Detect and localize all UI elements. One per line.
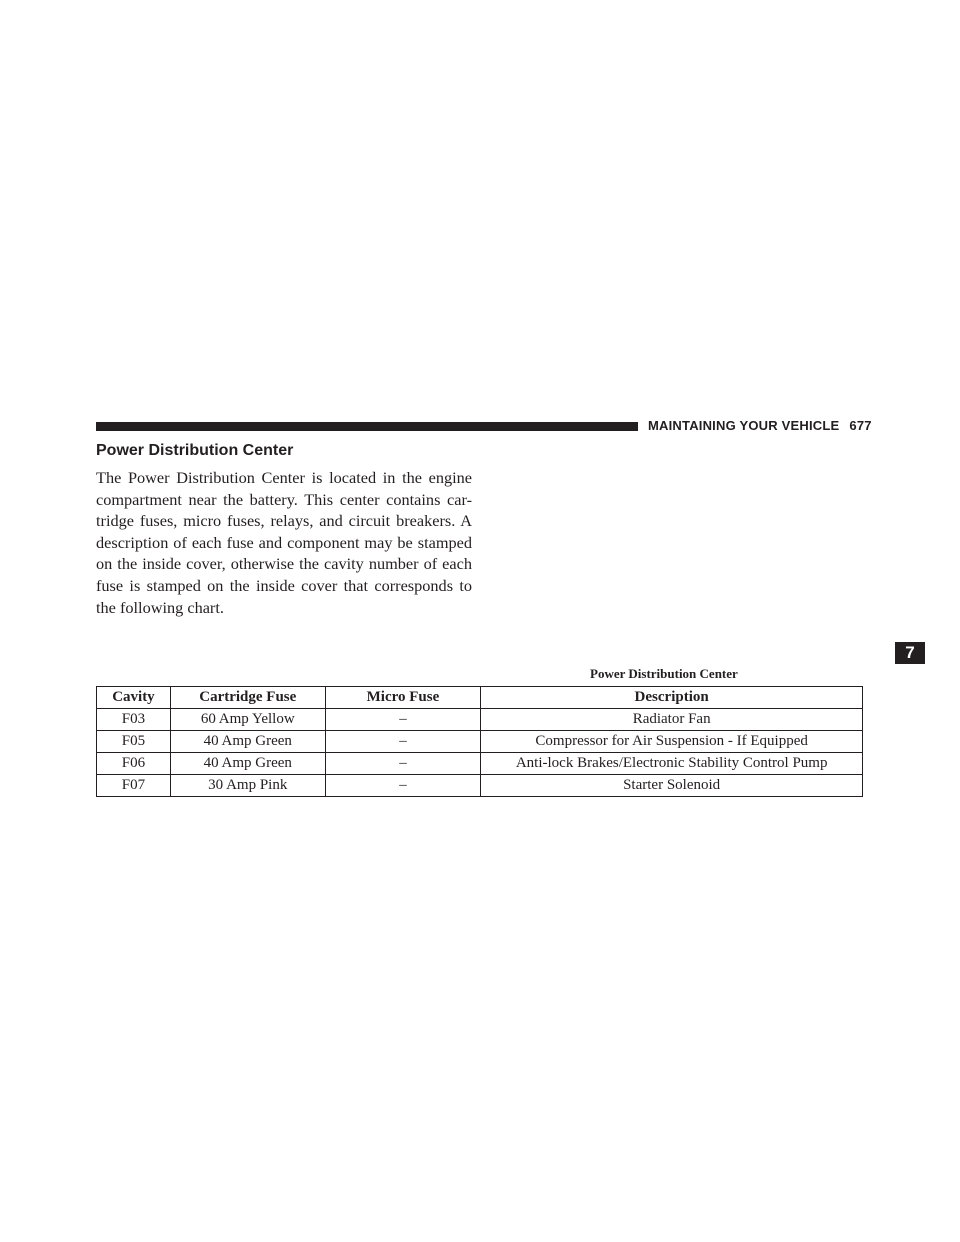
micro-fuse-cell: – [325, 709, 481, 731]
header-rule [96, 422, 638, 431]
table-caption: Power Distribution Center [590, 666, 738, 681]
table-header-row [97, 687, 863, 709]
section-body-text: The Power Distribution Center is located in the engine compartment near the battery. This center contains car-tridge fuses, micro fuses, relays, and circuit breakers. A description of each fuse and component may be stamped on the inside cover, otherwise the cavity number of each fuse is stamped on the inside cover that corresponds to the following chart. [96, 468, 472, 617]
description-cell: Compressor for Air Suspension - If Equipped [481, 731, 863, 753]
description-cell: Anti-lock Brakes/Electronic Stability Control Pump [481, 753, 863, 775]
chapter-tab: 7 [895, 642, 925, 664]
column-header-cavity: Cavity [97, 687, 171, 709]
table-row [97, 775, 863, 797]
description-cell: Radiator Fan [481, 709, 863, 731]
table-row [97, 753, 863, 775]
section-title: Power Distribution Center [96, 442, 294, 459]
description-cell: Starter Solenoid [481, 775, 863, 797]
micro-fuse-cell: – [325, 775, 481, 797]
table-row [97, 731, 863, 753]
column-header-cartridge-fuse: Cartridge Fuse [170, 687, 325, 709]
header-section-name: MAINTAINING YOUR VEHICLE [648, 418, 840, 433]
cavity-cell: F05 [97, 731, 171, 753]
cartridge-fuse-cell: 40 Amp Green [170, 731, 325, 753]
cavity-cell: F07 [97, 775, 171, 797]
cartridge-fuse-cell: 40 Amp Green [170, 753, 325, 775]
cartridge-fuse-cell: 30 Amp Pink [170, 775, 325, 797]
page-number: 677 [849, 418, 872, 433]
column-header-description: Description [481, 687, 863, 709]
cartridge-fuse-cell: 60 Amp Yellow [170, 709, 325, 731]
cavity-cell: F06 [97, 753, 171, 775]
fuse-table [96, 686, 863, 797]
micro-fuse-cell: – [325, 731, 481, 753]
table-row [97, 709, 863, 731]
running-header [648, 418, 872, 433]
column-header-micro-fuse: Micro Fuse [325, 687, 481, 709]
cavity-cell: F03 [97, 709, 171, 731]
micro-fuse-cell: – [325, 753, 481, 775]
